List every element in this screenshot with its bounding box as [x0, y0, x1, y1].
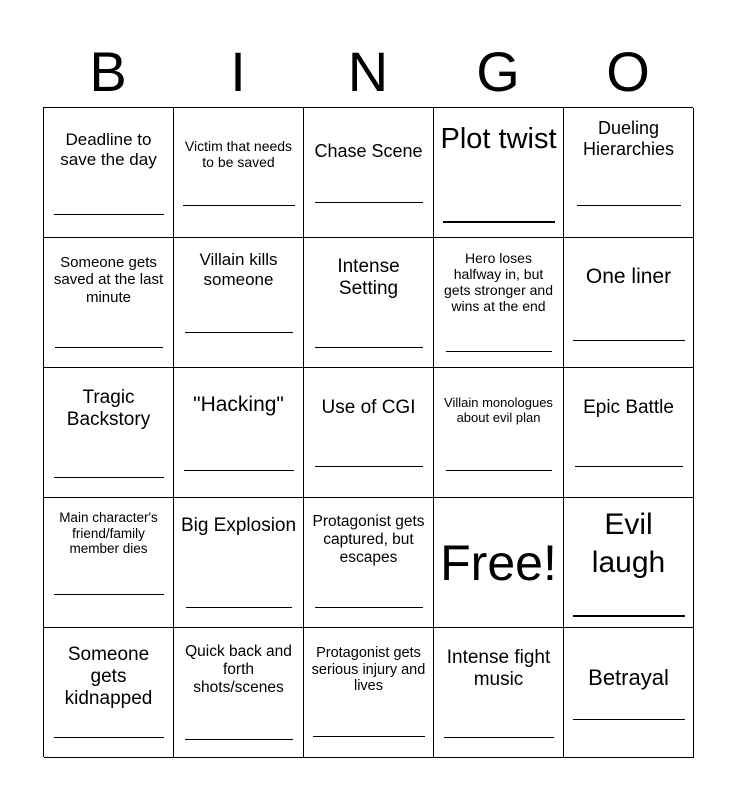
bingo-cell[interactable] [434, 108, 564, 238]
cell-text: Use of CGI [321, 397, 416, 418]
cell-text: "Hacking" [193, 393, 284, 416]
cell-underline [183, 205, 295, 206]
cell-text: Hero loses halfway in, but gets stronger and wins at the end [444, 250, 553, 315]
bingo-cell[interactable] [304, 238, 434, 368]
cell-underline [444, 737, 554, 738]
cell-text: Chase Scene [314, 141, 423, 161]
cell-underline [577, 205, 681, 206]
cell-underline [446, 470, 552, 471]
bingo-cell[interactable] [564, 368, 694, 498]
bingo-cell[interactable] [304, 368, 434, 498]
bingo-cell[interactable] [564, 238, 694, 368]
header-letter-g: G [476, 40, 520, 103]
cell-text: Villain kills someone [199, 250, 278, 289]
bingo-cell[interactable] [44, 108, 174, 238]
cell-underline [313, 736, 425, 737]
cell-text: Someone gets kidnapped [64, 644, 153, 709]
cell-text: Quick back and forth shots/scenes [185, 643, 292, 696]
cell-underline [315, 607, 423, 608]
bingo-cell[interactable] [434, 368, 564, 498]
cell-underline [54, 737, 164, 738]
bingo-cell[interactable] [44, 368, 174, 498]
cell-text: Deadline to save the day [60, 130, 157, 169]
bingo-header [43, 36, 693, 108]
header-letter-o: O [606, 40, 650, 103]
cell-text: Main character's friend/family member dies [59, 510, 158, 557]
bingo-cell[interactable] [174, 368, 304, 498]
cell-underline [446, 351, 552, 352]
cell-underline [55, 347, 163, 348]
cell-underline [54, 214, 164, 215]
bingo-cell[interactable] [434, 238, 564, 368]
cell-underline [573, 340, 685, 341]
header-letter-b: B [89, 40, 127, 103]
cell-text: Plot twist [440, 123, 557, 155]
cell-underline [184, 470, 294, 471]
cell-text: Intense Setting [337, 256, 400, 299]
cell-underline [185, 332, 293, 333]
cell-text: Victim that needs to be saved [184, 138, 293, 171]
cell-underline [573, 719, 685, 720]
cell-underline [54, 477, 164, 478]
cell-underline [573, 615, 685, 617]
bingo-cell[interactable] [564, 108, 694, 238]
cell-underline [575, 466, 683, 467]
cell-underline [315, 466, 423, 467]
cell-text: One liner [585, 265, 672, 288]
bingo-cell[interactable] [174, 108, 304, 238]
cell-text: Evil laugh [591, 508, 666, 579]
cell-underline [185, 739, 293, 740]
header-letter-i: I [230, 40, 246, 103]
cell-text: Villain monologues about evil plan [444, 395, 553, 425]
cell-underline [315, 202, 423, 203]
cell-text: Someone gets saved at the last minute [53, 254, 164, 306]
bingo-cell[interactable] [44, 238, 174, 368]
bingo-cell[interactable] [44, 498, 174, 628]
bingo-cell[interactable] [304, 108, 434, 238]
bingo-board [43, 107, 693, 757]
header-letter-n: N [347, 40, 389, 103]
cell-underline [186, 607, 292, 608]
cell-text: Protagonist gets captured, but escapes [312, 513, 425, 566]
cell-text: Epic Battle [583, 397, 674, 418]
bingo-cell[interactable] [174, 628, 304, 758]
cell-text: Dueling Hierarchies [582, 118, 675, 159]
bingo-cell[interactable] [434, 628, 564, 758]
free-space: Free! [440, 534, 557, 591]
cell-underline [443, 221, 555, 223]
bingo-cell[interactable] [304, 498, 434, 628]
cell-text: Intense fight music [446, 647, 551, 690]
cell-text: Big Explosion [180, 515, 297, 536]
bingo-cell[interactable] [434, 498, 564, 628]
cell-text: Betrayal [588, 665, 669, 690]
cell-text: Protagonist gets serious injury and lives [311, 645, 426, 695]
bingo-cell[interactable] [174, 238, 304, 368]
bingo-cell[interactable] [44, 628, 174, 758]
bingo-cell[interactable] [174, 498, 304, 628]
bingo-cell[interactable] [564, 628, 694, 758]
cell-text: Tragic Backstory [66, 387, 151, 430]
cell-underline [315, 347, 423, 348]
bingo-cell[interactable] [304, 628, 434, 758]
cell-underline [54, 594, 164, 595]
bingo-cell[interactable] [564, 498, 694, 628]
